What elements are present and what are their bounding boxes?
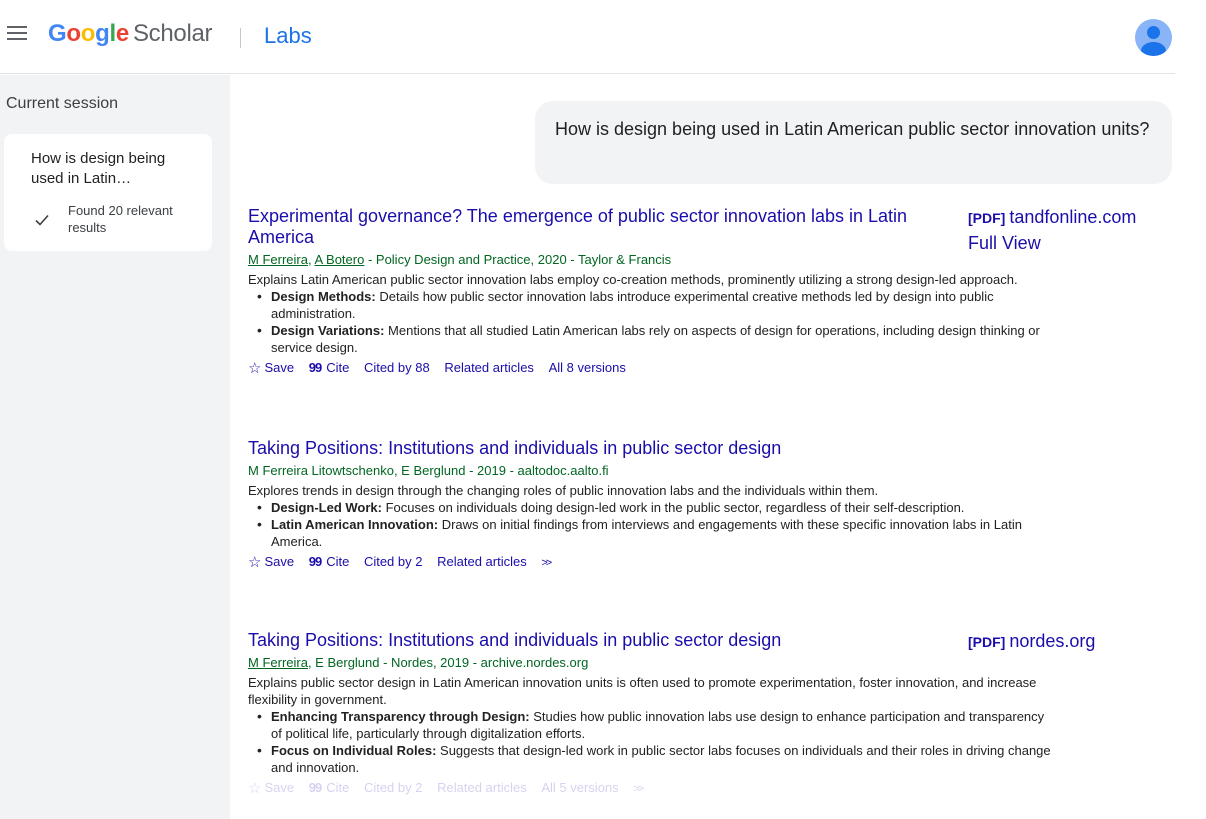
session-card[interactable]	[4, 134, 212, 251]
bullet-item: • Design Methods: Details how public sector innovation labs introduce experimental creative methods led by design into public administration.	[248, 288, 1068, 322]
avatar-body	[1141, 42, 1166, 56]
result-item	[248, 438, 1068, 572]
result-meta: M Ferreira, A Botero - Policy Design and Practice, 2020 - Taylor & Francis	[248, 252, 672, 267]
session-status: Found 20 relevant results	[68, 203, 173, 235]
query-bubble: How is design being used in Latin American public sector innovation units?	[535, 101, 1172, 184]
avatar[interactable]	[1135, 19, 1172, 56]
save-link[interactable]: Save	[264, 360, 295, 375]
session-title: Current session	[6, 95, 119, 112]
bullet-item: • Design-Led Work: Focuses on individuals doing design-led work in the public sector, regardless of their self-description.	[248, 499, 1068, 516]
quote-icon[interactable]: 99	[308, 780, 322, 795]
star-icon[interactable]: ☆	[248, 780, 262, 797]
result-description: Explores trends in design through the changing roles of public innovation labs and the individuals within them.	[248, 483, 879, 498]
result-meta: M Ferreira Litowtschenko, E Berglund - 2019 - aaltodoc.aalto.fi	[248, 463, 609, 478]
result-description: Explains public sector design in Latin American innovation units is often used to promote experimentation, foster innovation, and increase flexibility in government.	[248, 675, 1037, 707]
cited-by-link[interactable]: Cited by 88	[363, 360, 430, 375]
cited-by-link[interactable]: Cited by 2	[363, 780, 423, 795]
pdf-tag: [PDF]	[968, 634, 1006, 650]
full-view-link[interactable]: Full View	[968, 233, 1041, 253]
related-articles-link[interactable]: Related articles	[444, 360, 534, 375]
result-description: Explains Latin American public sector innovation labs employ co-creation methods, prominently utilizing a strong design-led approach.	[248, 272, 1018, 287]
result-bullets	[248, 499, 1068, 550]
more-versions-icon[interactable]: >>	[541, 557, 551, 569]
pdf-link[interactable]: [PDF] nordes.org	[968, 631, 1096, 651]
pdf-link[interactable]: [PDF] tandfonline.com	[968, 207, 1137, 227]
result-actions	[248, 359, 1068, 377]
related-articles-link[interactable]: Related articles	[437, 780, 527, 795]
related-articles-link[interactable]: Related articles	[437, 554, 527, 569]
result-title[interactable]: Experimental governance? The emergence of public sector innovation labs in Latin America	[248, 206, 908, 247]
google-scholar-logo[interactable]: Google Scholar	[48, 20, 213, 47]
result-title[interactable]: Taking Positions: Institutions and individuals in public sector design	[248, 630, 782, 650]
avatar-head	[1147, 26, 1160, 39]
app-header	[0, 0, 1175, 74]
bullet-item: • Focus on Individual Roles: Suggests that design-led work in public sector labs focuses on individuals and their roles in driving change and innovation.	[248, 742, 1068, 776]
labs-label[interactable]: Labs	[264, 23, 312, 48]
bullet-item: • Enhancing Transparency through Design: Studies how public innovation labs use design to enhance participation and transparency of political life, particularly through digitalization efforts.	[248, 708, 1068, 742]
result-item	[248, 206, 1068, 377]
pdf-tag: [PDF]	[968, 210, 1006, 226]
more-versions-icon[interactable]: >>	[633, 783, 643, 795]
result-bullets	[248, 708, 1068, 776]
result-item	[248, 630, 1068, 798]
cite-link[interactable]: Cite	[326, 360, 350, 375]
bullet-item: • Latin American Innovation: Draws on initial findings from interviews and engagements with these specific innovation labs in Latin America.	[248, 516, 1068, 550]
star-icon[interactable]: ☆	[248, 554, 262, 571]
quote-icon[interactable]: 99	[308, 554, 322, 569]
logo-divider	[240, 28, 241, 48]
result-title[interactable]: Taking Positions: Institutions and individuals in public sector design	[248, 438, 782, 458]
save-link[interactable]: Save	[264, 780, 295, 795]
star-icon[interactable]: ☆	[248, 360, 262, 377]
result-actions	[248, 553, 1068, 572]
menu-icon[interactable]	[7, 26, 27, 42]
result-meta: M Ferreira, E Berglund - Nordes, 2019 - archive.nordes.org	[248, 655, 589, 670]
versions-link[interactable]: All 8 versions	[548, 360, 626, 375]
quote-icon[interactable]: 99	[308, 360, 322, 375]
result-bullets	[248, 288, 1068, 356]
bullet-item: • Design Variations: Mentions that all studied Latin American labs rely on aspects of design for operations, including design thinking or service design.	[248, 322, 1068, 356]
author-link[interactable]: A Botero	[314, 252, 365, 267]
check-icon	[34, 212, 50, 228]
session-query: How is design being used in Latin…	[31, 150, 166, 187]
sidebar	[0, 75, 230, 819]
author-link[interactable]: M Ferreira	[248, 252, 308, 267]
result-actions	[248, 779, 1068, 798]
cite-link[interactable]: Cite	[326, 780, 350, 795]
versions-link[interactable]: All 5 versions	[541, 780, 619, 795]
author-link[interactable]: M Ferreira	[248, 655, 308, 670]
cited-by-link[interactable]: Cited by 2	[363, 554, 423, 569]
cite-link[interactable]: Cite	[326, 554, 350, 569]
save-link[interactable]: Save	[264, 554, 295, 569]
